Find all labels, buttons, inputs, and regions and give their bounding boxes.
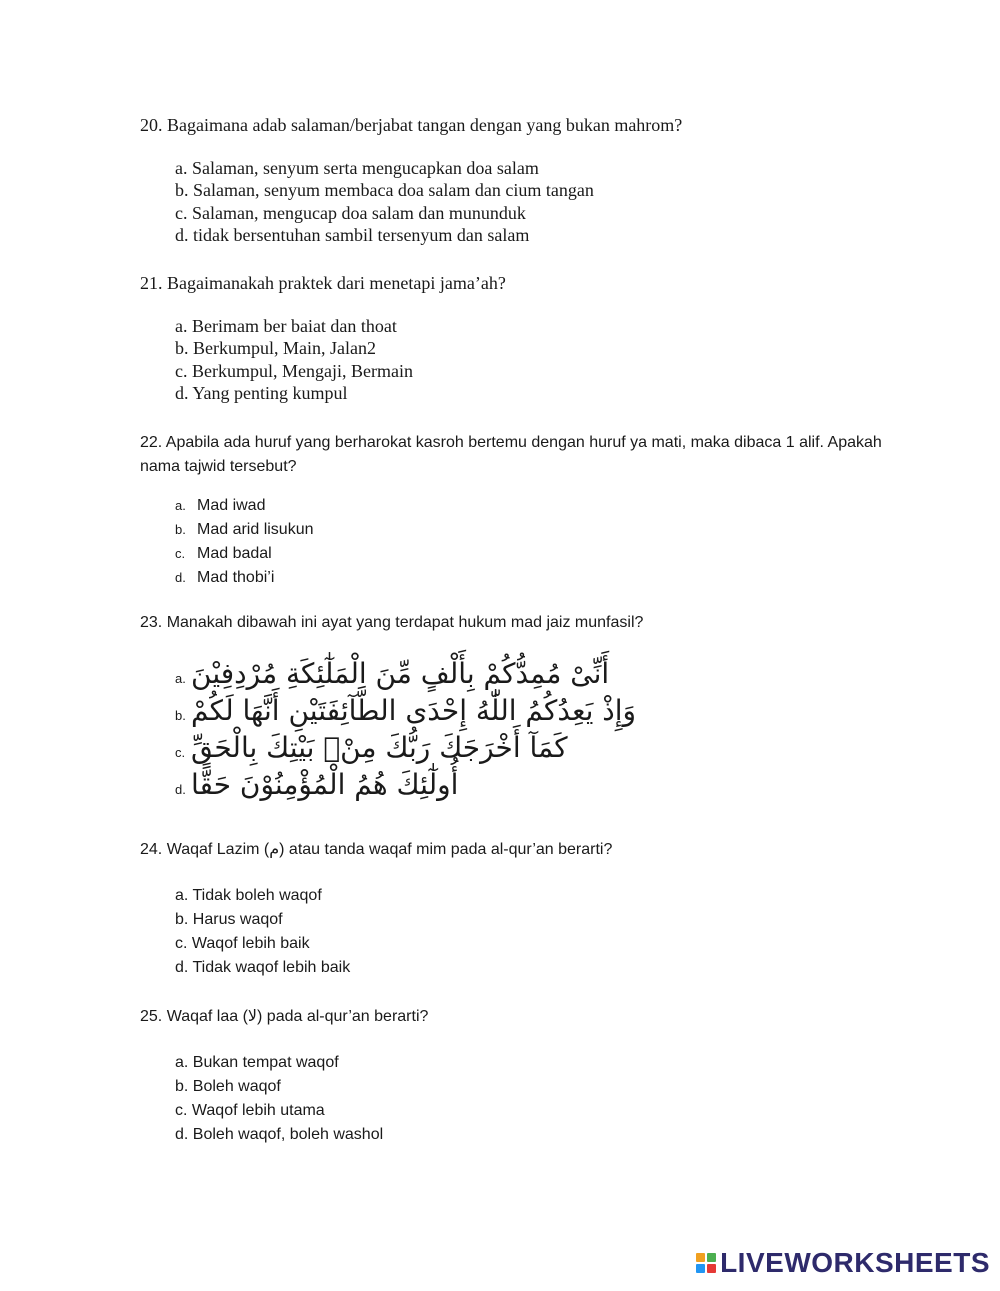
option-letter: b.: [175, 708, 186, 723]
option-text: Mad iwad: [197, 497, 266, 514]
option-b[interactable]: b. Boleh waqof: [175, 1078, 281, 1095]
question-stem: 25. Waqaf laa (لا) pada al-qur’an berarti?: [140, 1008, 429, 1025]
option-text: Mad badal: [197, 545, 272, 562]
option-c[interactable]: c. Waqof lebih baik: [175, 935, 310, 952]
option-c[interactable]: [175, 542, 890, 566]
option-d[interactable]: d. Tidak waqof lebih baik: [175, 959, 351, 976]
option-d[interactable]: d. tidak bersentuhan sambil tersenyum dan salam: [175, 225, 530, 245]
arabic-verse: أَنِّىْ مُمِدُّكُمْ بِأَلْفٍ مِّنَ الْمَلٰٓئِكَةِ مُرْدِفِيْنَ: [191, 657, 610, 690]
options-list: [140, 494, 890, 590]
question-21: [140, 272, 900, 405]
question-stem: 21. Bagaimanakah praktek dari menetapi jama’ah?: [140, 273, 506, 293]
option-b[interactable]: b. Berkumpul, Main, Jalan2: [175, 338, 376, 358]
arabic-verse: كَمَآ أَخْرَجَكَ رَبُّكَ مِنْۢ بَيْتِكَ بِالْحَقِّ: [191, 731, 568, 764]
options-list: [140, 1051, 900, 1147]
option-c[interactable]: c. Berkumpul, Mengaji, Bermain: [175, 360, 413, 381]
option-b[interactable]: [175, 518, 890, 542]
option-a[interactable]: [175, 655, 636, 692]
question-22: [140, 431, 890, 590]
question-stem: 22. Apabila ada huruf yang berharokat kasroh bertemu dengan huruf ya mati, maka dibaca 1 alif. Apakah nama tajwid tersebut?: [140, 434, 882, 475]
option-d[interactable]: [175, 566, 890, 590]
option-letter: d.: [175, 570, 186, 585]
arabic-verse: أُولٰٓئِكَ هُمُ الْمُؤْمِنُوْنَ حَقًّا: [191, 768, 459, 801]
option-letter: c.: [175, 745, 186, 760]
option-b[interactable]: b. Salaman, senyum membaca doa salam dan cium tangan: [175, 180, 594, 200]
logo-text: LIVEWORKSHEETS: [720, 1247, 990, 1278]
options-list: [140, 315, 900, 405]
question-20: [140, 114, 900, 247]
option-c[interactable]: c. Salaman, mengucap doa salam dan mununduk: [175, 202, 526, 223]
option-c[interactable]: c. Waqof lebih utama: [175, 1102, 325, 1119]
option-b[interactable]: b. Harus waqof: [175, 911, 283, 928]
option-d[interactable]: [175, 766, 636, 803]
question-stem: 23. Manakah dibawah ini ayat yang terdapat hukum mad jaiz munfasil?: [140, 614, 644, 631]
option-text: Mad arid lisukun: [197, 521, 314, 538]
question-stem: 20. Bagaimana adab salaman/berjabat tangan dengan yang bukan mahrom?: [140, 115, 683, 135]
option-d[interactable]: d. Yang penting kumpul: [175, 383, 348, 403]
option-b[interactable]: [175, 692, 636, 729]
option-a[interactable]: [175, 494, 890, 518]
question-23: [140, 611, 900, 635]
option-letter: c.: [175, 546, 186, 561]
arabic-verse: وَإِذْ يَعِدُكُمُ اللّٰهُ إِحْدَى الطَّآئِفَتَيْنِ أَنَّهَا لَكُمْ: [191, 694, 637, 727]
arabic-options-list: [175, 655, 636, 803]
options-list: [140, 884, 900, 980]
option-c[interactable]: [175, 729, 636, 766]
question-25: [140, 1005, 900, 1147]
question-24: [140, 838, 900, 980]
option-text: Mad thobi’i: [197, 569, 275, 586]
option-d[interactable]: d. Boleh waqof, boleh washol: [175, 1126, 384, 1143]
option-a[interactable]: a. Salaman, senyum serta mengucapkan doa salam: [175, 157, 539, 178]
options-list: [140, 157, 900, 247]
option-a[interactable]: a. Tidak boleh waqof: [175, 887, 322, 904]
logo-mark-icon: [696, 1253, 716, 1273]
option-letter: a.: [175, 498, 186, 513]
liveworksheets-logo[interactable]: [696, 1247, 990, 1279]
option-a[interactable]: a. Berimam ber baiat dan thoat: [175, 315, 397, 336]
question-stem: 24. Waqaf Lazim (م) atau tanda waqaf mim pada al-qur’an berarti?: [140, 841, 613, 858]
option-letter: b.: [175, 522, 186, 537]
option-letter: a.: [175, 671, 186, 686]
option-a[interactable]: a. Bukan tempat waqof: [175, 1054, 339, 1071]
option-letter: d.: [175, 782, 186, 797]
